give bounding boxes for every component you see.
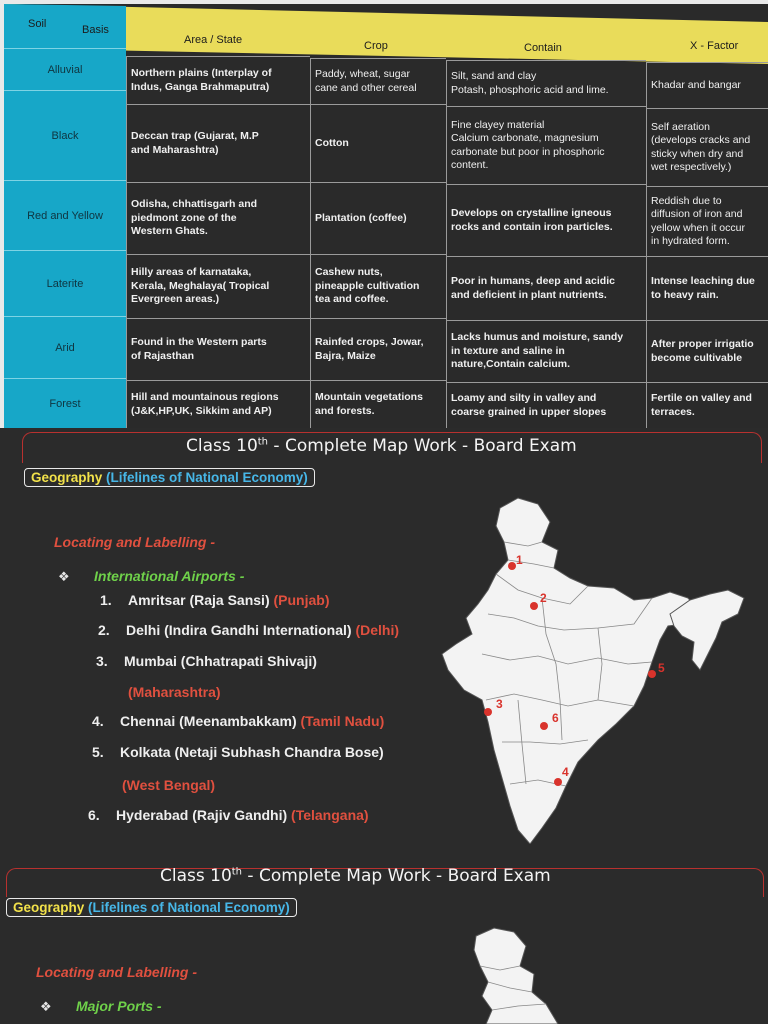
cell-xfactor: After proper irrigatio become cultivable [646, 320, 768, 382]
chapter-name: (Lifelines of National Economy) [106, 470, 308, 485]
marker-dot [508, 562, 516, 570]
list-item: 6. Hyderabad (Rajiv Gandhi) (Telangana) [88, 807, 369, 823]
title-prefix: Class 10 [160, 866, 232, 886]
cell-area: Northern plains (Interplay of Indus, Ganga Brahmaputra) [126, 56, 310, 104]
subject-name: Geography [31, 470, 103, 485]
cell-contain: Loamy and silty in valley and coarse grained in upper slopes [446, 382, 646, 428]
title-sup: th [231, 866, 243, 878]
cell-crop: Mountain vegetations and forests. [310, 380, 446, 428]
subject-label [24, 468, 315, 487]
marker-label: 4 [562, 765, 569, 779]
marker-dot [540, 722, 548, 730]
cell-crop: Cotton [310, 104, 446, 182]
subject-label [6, 898, 297, 917]
marker-dot [484, 708, 492, 716]
title-prefix: Class 10 [186, 436, 258, 456]
cell-crop: Plantation (coffee) [310, 182, 446, 254]
section-heading: Locating and Labelling - [36, 964, 197, 980]
title-sup: th [257, 436, 269, 448]
list-item: (Maharashtra) [128, 684, 221, 700]
marker-label: 6 [552, 711, 559, 725]
title-suffix: - Complete Map Work - Board Exam [268, 436, 577, 456]
diamond-bullet-icon: ❖ [40, 999, 52, 1014]
map-work-ports [0, 864, 768, 1024]
subject-name: Geography [13, 900, 85, 915]
title-suffix: - Complete Map Work - Board Exam [242, 866, 551, 886]
cell-contain: Fine clayey material Calcium carbonate, magnesium carbonate but poor in phosphoric content. [446, 106, 646, 184]
header-crop: Crop [364, 40, 388, 52]
header-contain: Contain [524, 42, 562, 54]
soil-name: Laterite [4, 250, 126, 316]
cell-contain: Develops on crystalline igneous rocks and contain iron particles. [446, 184, 646, 256]
marker-label: 5 [658, 661, 665, 675]
section-heading: Locating and Labelling - [54, 534, 215, 550]
soil-name: Black [4, 90, 126, 180]
soil-name: Arid [4, 316, 126, 378]
cell-area: Hill and mountainous regions (J&K,HP,UK, Sikkim and AP) [126, 380, 310, 428]
marker-label: 1 [516, 553, 523, 567]
cell-area: Odisha, chhattisgarh and piedmont zone of the Western Ghats. [126, 182, 310, 254]
cell-contain: Silt, sand and clay Potash, phosphoric acid and lime. [446, 60, 646, 106]
cell-crop: Paddy, wheat, sugar cane and other cereal [310, 58, 446, 104]
header-basis: Basis [82, 24, 109, 36]
list-item: 1. Amritsar (Raja Sansi) (Punjab) [100, 592, 330, 608]
soil-name: Forest [4, 378, 126, 428]
soil-name: Red and Yellow [4, 180, 126, 250]
cell-xfactor: Self aeration (develops cracks and sticky when dry and wet respectively.) [646, 108, 768, 186]
diamond-bullet-icon: ❖ [58, 569, 70, 584]
cell-xfactor: Fertile on valley and terraces. [646, 382, 768, 428]
marker-label: 3 [496, 697, 503, 711]
india-map-partial [466, 926, 586, 1024]
cell-contain: Poor in humans, deep and acidic and deficient in plant nutrients. [446, 256, 646, 320]
map-work-airports [0, 428, 768, 864]
cell-crop: Cashew nuts, pineapple cultivation tea and coffee. [310, 254, 446, 318]
header-area: Area / State [184, 34, 243, 46]
page-title [160, 866, 551, 886]
list-item: 2. Delhi (Indira Gandhi International) (Delhi) [98, 622, 400, 638]
cell-xfactor: Khadar and bangar [646, 62, 768, 108]
header-xfactor: X - Factor [690, 40, 739, 52]
list-item: (West Bengal) [122, 777, 216, 793]
cell-crop: Rainfed crops, Jowar, Bajra, Maize [310, 318, 446, 380]
cell-area: Hilly areas of karnataka, Kerala, Meghalaya( Tropical Evergreen areas.) [126, 254, 310, 318]
subheading: International Airports - [94, 568, 245, 584]
soil-name: Alluvial [4, 48, 126, 90]
list-item: 4. Chennai (Meenambakkam) (Tamil Nadu) [92, 713, 385, 729]
india-outline [474, 928, 558, 1024]
soil-table [4, 4, 768, 428]
cell-xfactor: Reddish due to diffusion of iron and yellow when it occur in hydrated form. [646, 186, 768, 256]
cell-area: Found in the Western parts of Rajasthan [126, 318, 310, 380]
page-title [186, 436, 577, 456]
cell-area: Deccan trap (Gujarat, M.P and Maharashtra) [126, 104, 310, 182]
marker-dot [648, 670, 656, 678]
list-item: 3. Mumbai (Chhatrapati Shivaji) [96, 653, 317, 669]
marker-dot [530, 602, 538, 610]
cell-contain: Lacks humus and moisture, sandy in texture and saline in nature,Contain calcium. [446, 320, 646, 382]
list-item: 5. Kolkata (Netaji Subhash Chandra Bose) [92, 744, 384, 760]
india-map [438, 494, 758, 844]
marker-label: 2 [540, 591, 547, 605]
cell-xfactor: Intense leaching due to heavy rain. [646, 256, 768, 320]
header-soil: Soil [28, 18, 47, 30]
chapter-name: (Lifelines of National Economy) [88, 900, 290, 915]
subheading: Major Ports - [76, 998, 162, 1014]
marker-dot [554, 778, 562, 786]
